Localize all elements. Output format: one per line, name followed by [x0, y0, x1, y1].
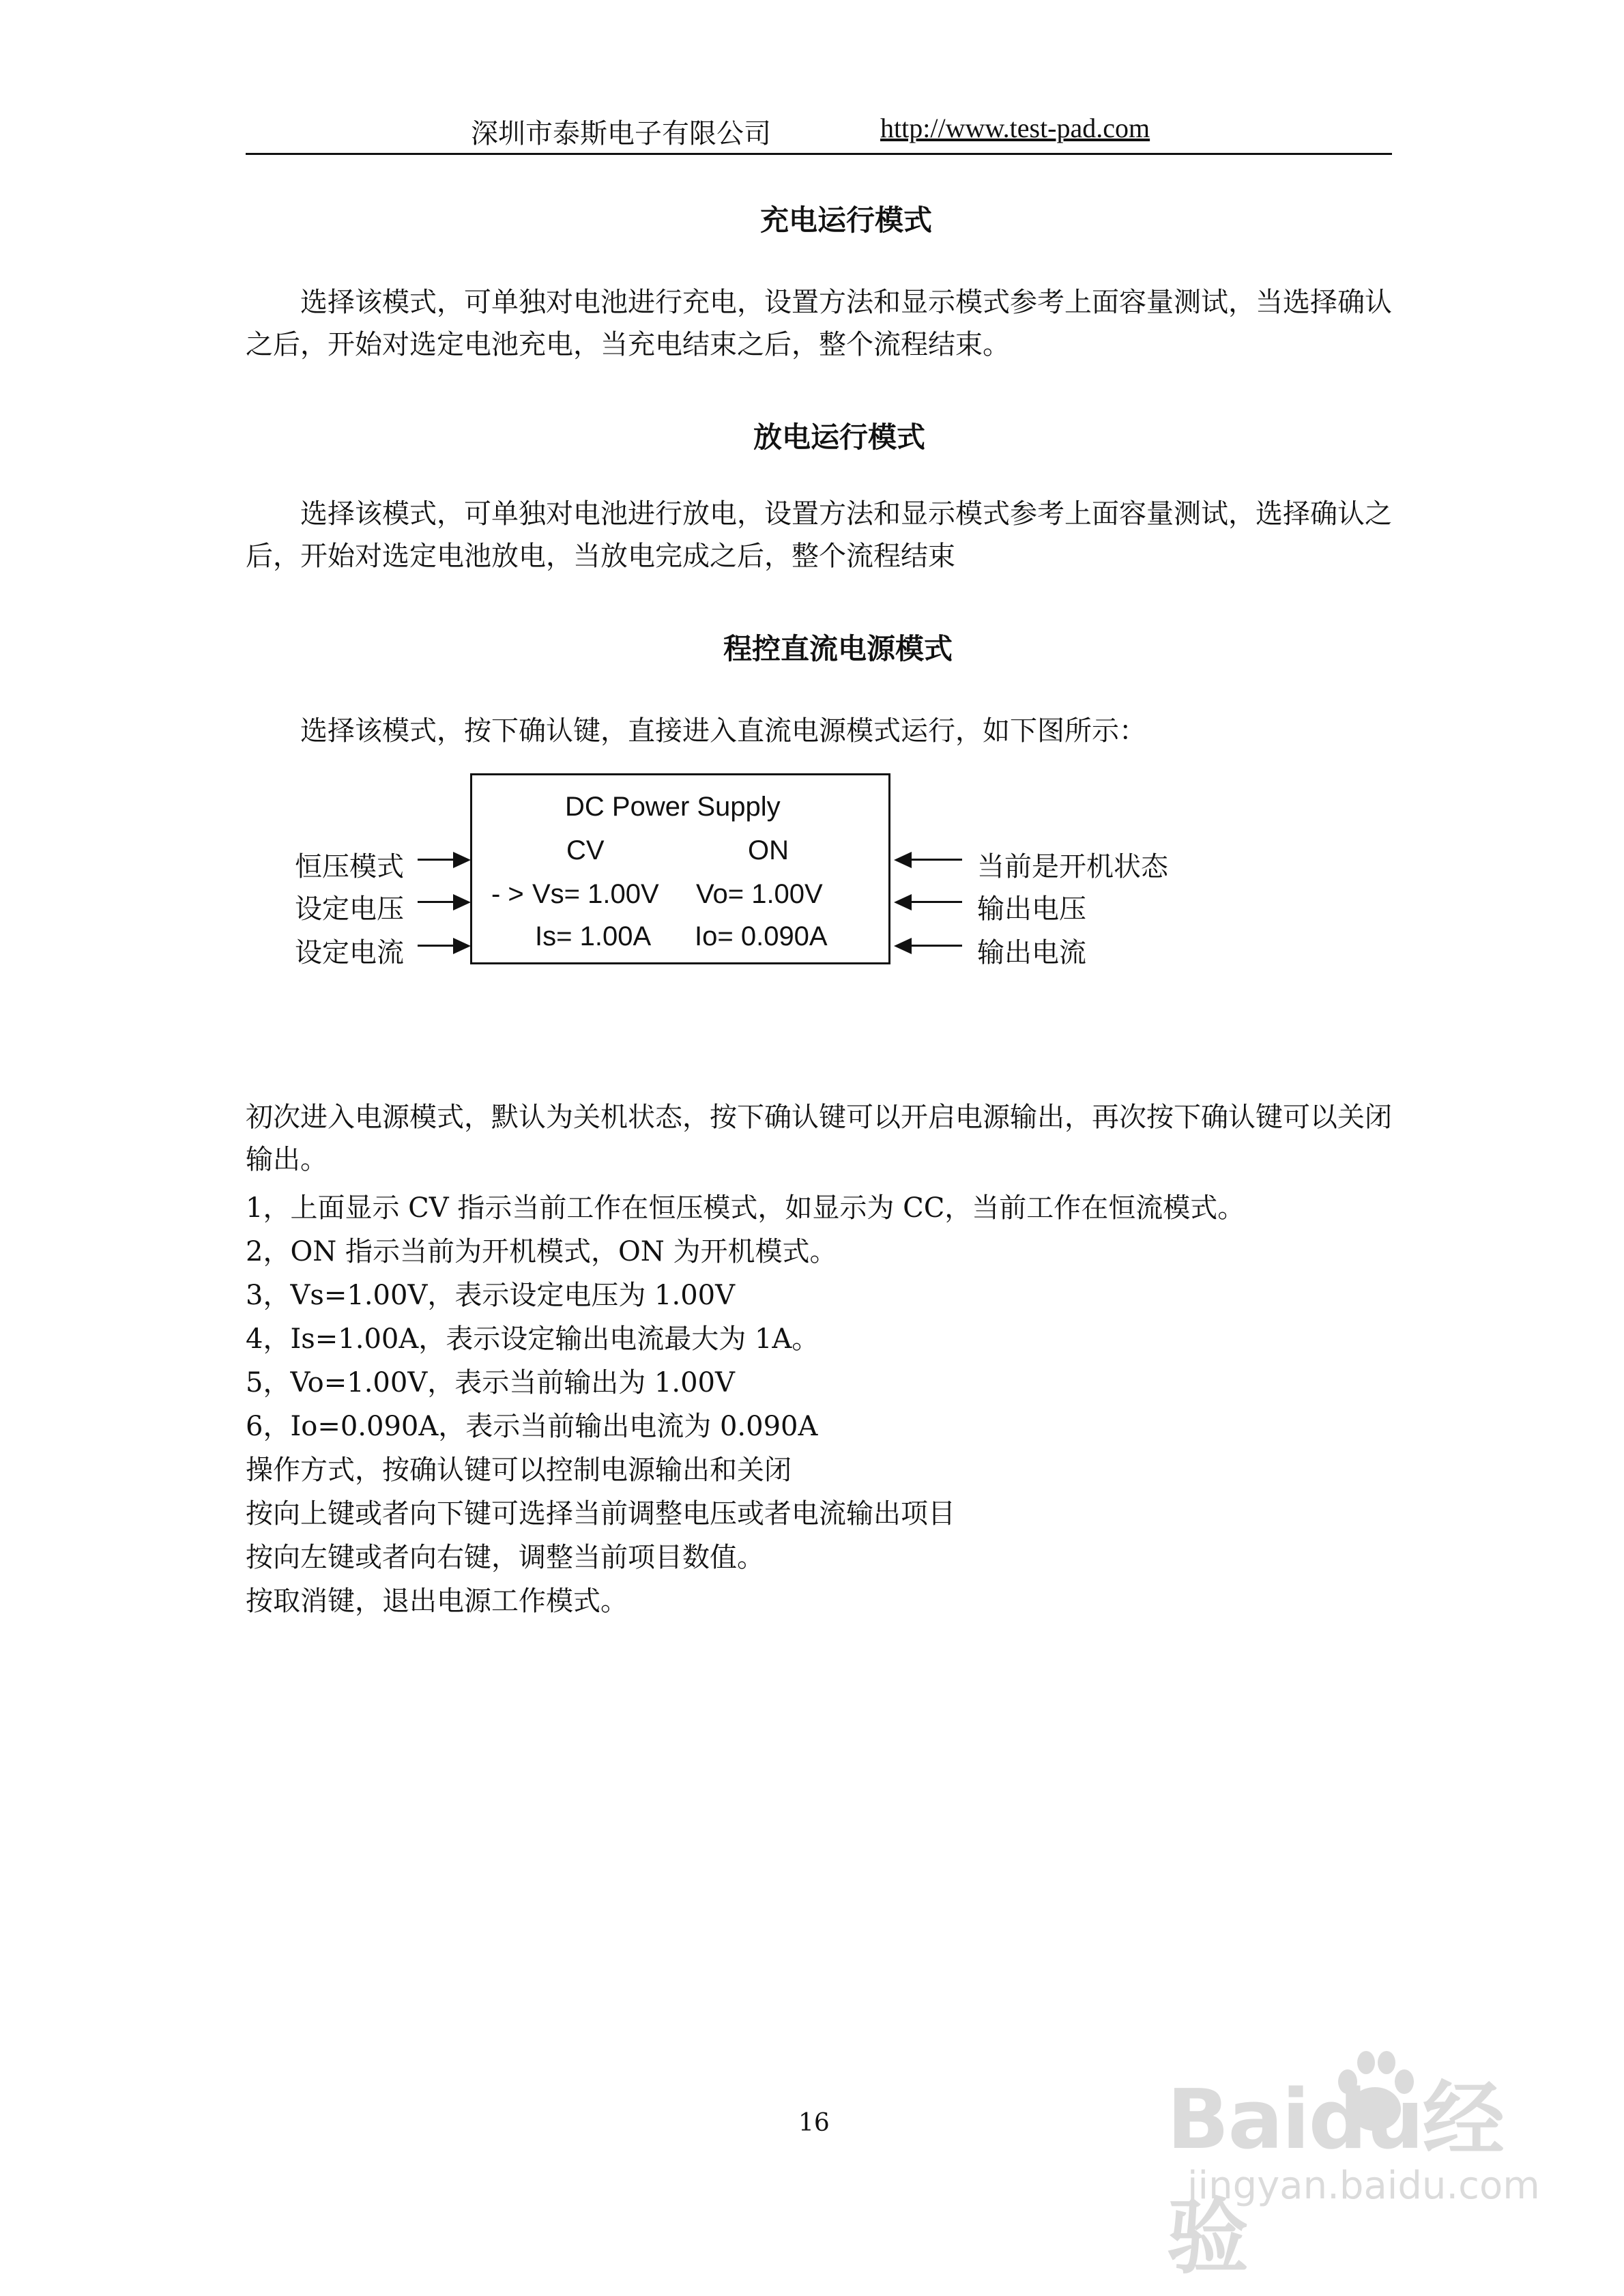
label-set-current: 设定电流 [295, 937, 404, 968]
watermark-brand: Baidu经验 [1167, 2073, 1503, 2285]
watermark-site: jingyan.baidu.com [1187, 2164, 1540, 2208]
list-item: 3，Vs=1.00V，表示设定电压为 1.00V [246, 1280, 735, 1311]
list-item: 6，Io=0.090A，表示当前输出电流为 0.090A [246, 1411, 818, 1442]
lcd-output-current: Io= 0.090A [695, 921, 828, 951]
arrow-left-icon [894, 938, 912, 954]
section-title-discharge: 放电运行模式 [753, 420, 926, 454]
list-item: 4，Is=1.00A，表示设定输出电流最大为 1A。 [246, 1323, 820, 1355]
lcd-mode: CV [566, 835, 605, 865]
label-output-voltage: 输出电压 [977, 893, 1086, 925]
header-url-link[interactable]: http://www.test-pad.com [880, 113, 1150, 143]
lcd-title: DC Power Supply [565, 792, 781, 822]
lcd-cursor: - > [491, 879, 524, 909]
arrow-right-icon [453, 894, 471, 910]
arrow-right-icon [453, 852, 471, 868]
arrow-shaft [910, 945, 962, 947]
arrow-left-icon [894, 852, 912, 868]
header-divider [246, 153, 1392, 155]
arrow-shaft [418, 901, 454, 903]
list-item: 按向左键或者向右键，调整当前项目数值。 [246, 1542, 764, 1573]
lcd-set-current: Is= 1.00A [535, 921, 652, 951]
label-set-voltage: 设定电压 [295, 893, 404, 925]
lcd-state: ON [748, 835, 789, 865]
notes-intro: 初次进入电源模式，默认为关机状态，按下确认键可以开启电源输出，再次按下确认键可以关闭输出。 [246, 1102, 1392, 1175]
section-title-charge: 充电运行模式 [760, 203, 933, 237]
arrow-shaft [418, 945, 454, 947]
arrow-right-icon [453, 938, 471, 954]
lcd-output-voltage: Vo= 1.00V [696, 879, 823, 909]
list-item: 1，上面显示 CV 指示当前工作在恒压模式，如显示为 CC，当前工作在恒流模式。 [246, 1192, 1245, 1224]
arrow-shaft [418, 859, 454, 861]
lcd-set-voltage: Vs= 1.00V [532, 879, 659, 909]
section-paragraph-dc-power: 选择该模式，按下确认键，直接进入直流电源模式运行，如下图所示： [300, 715, 1146, 747]
list-item: 操作方式，按确认键可以控制电源输出和关闭 [246, 1454, 792, 1486]
section-paragraph-charge: 选择该模式，可单独对电池进行充电，设置方法和显示模式参考上面容量测试，当选择确认之后，开始对选定电池充电，当充电结束之后，整个流程结束。 [246, 287, 1392, 360]
list-item: 2，ON 指示当前为开机模式，ON 为开机模式。 [246, 1236, 837, 1267]
list-item: 按取消键，退出电源工作模式。 [246, 1585, 628, 1617]
list-item: 5，Vo=1.00V，表示当前输出为 1.00V [246, 1367, 735, 1398]
arrow-shaft [910, 901, 962, 903]
label-constant-voltage: 恒压模式 [295, 851, 404, 882]
label-output-current: 输出电流 [977, 937, 1086, 968]
baidu-watermark [1160, 2027, 1542, 2285]
arrow-left-icon [894, 894, 912, 910]
label-power-on-state: 当前是开机状态 [977, 851, 1168, 882]
arrow-shaft [910, 859, 962, 861]
section-paragraph-discharge: 选择该模式，可单独对电池进行放电，设置方法和显示模式参考上面容量测试，选择确认之后，开始对选定电池放电，当放电完成之后，整个流程结束 [246, 498, 1392, 572]
lcd-display-diagram [470, 773, 890, 964]
list-item: 按向上键或者向下键可选择当前调整电压或者电流输出项目 [246, 1498, 955, 1530]
page-number: 16 [798, 2109, 830, 2137]
header-company: 深圳市泰斯电子有限公司 [471, 118, 771, 149]
section-title-dc-power: 程控直流电源模式 [723, 632, 953, 665]
